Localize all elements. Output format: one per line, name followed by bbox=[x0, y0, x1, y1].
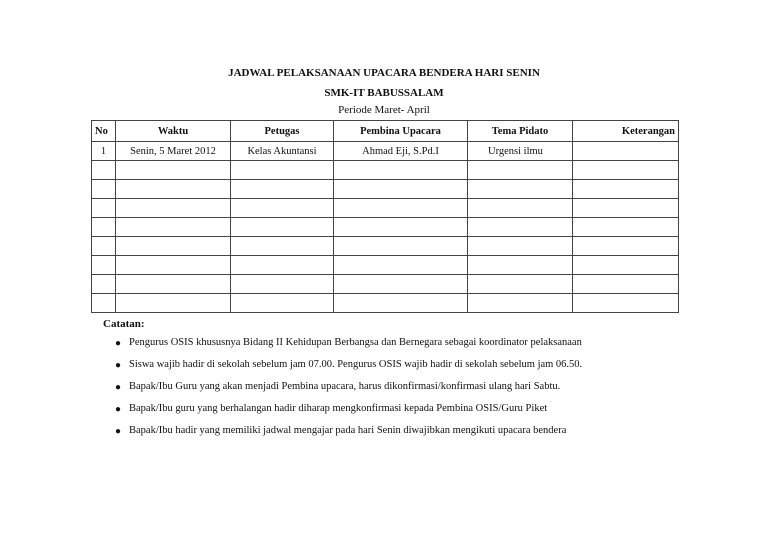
cell-pembina: Ahmad Eji, S.Pd.I bbox=[334, 142, 468, 161]
cell-tema bbox=[468, 199, 573, 218]
cell-no bbox=[92, 199, 116, 218]
cell-waktu: Senin, 5 Maret 2012 bbox=[116, 142, 231, 161]
cell-keterangan bbox=[573, 294, 679, 313]
document-title: JADWAL PELAKSANAAN UPACARA BENDERA HARI SENIN bbox=[228, 67, 540, 79]
cell-no: 1 bbox=[92, 142, 116, 161]
cell-petugas bbox=[231, 256, 334, 275]
cell-keterangan bbox=[573, 218, 679, 237]
cell-no bbox=[92, 218, 116, 237]
list-item bbox=[115, 402, 675, 424]
cell-keterangan bbox=[573, 142, 679, 161]
table-row bbox=[92, 142, 679, 161]
bullet-icon: ● bbox=[115, 426, 122, 437]
cell-no bbox=[92, 180, 116, 199]
bullet-icon: ● bbox=[115, 338, 122, 349]
cell-waktu bbox=[116, 199, 231, 218]
column-header-waktu: Waktu bbox=[116, 121, 231, 142]
cell-petugas bbox=[231, 199, 334, 218]
cell-pembina bbox=[334, 294, 468, 313]
table-row bbox=[92, 294, 679, 313]
cell-petugas bbox=[231, 237, 334, 256]
cell-petugas bbox=[231, 294, 334, 313]
bullet-icon: ● bbox=[115, 360, 122, 371]
bullet-icon: ● bbox=[115, 404, 122, 415]
cell-tema: Urgensi ilmu bbox=[468, 142, 573, 161]
cell-no bbox=[92, 237, 116, 256]
cell-tema bbox=[468, 294, 573, 313]
table-row bbox=[92, 256, 679, 275]
column-header-pembina: Pembina Upacara bbox=[334, 121, 468, 142]
cell-waktu bbox=[116, 161, 231, 180]
bullet-icon: ● bbox=[115, 382, 122, 393]
table-row bbox=[92, 275, 679, 294]
cell-pembina bbox=[334, 218, 468, 237]
period-label: Periode Maret- April bbox=[338, 104, 430, 116]
cell-keterangan bbox=[573, 199, 679, 218]
cell-no bbox=[92, 294, 116, 313]
note-text: Bapak/Ibu hadir yang memiliki jadwal mengajar pada hari Senin diwajibkan mengikuti upacara bendera bbox=[129, 425, 567, 436]
note-text: Bapak/Ibu guru yang berhalangan hadir diharap mengkonfirmasi kepada Pembina OSIS/Guru Piket bbox=[129, 403, 548, 414]
column-header-tema: Tema Pidato bbox=[468, 121, 573, 142]
cell-petugas bbox=[231, 161, 334, 180]
notes-label: Catatan: bbox=[103, 318, 145, 330]
note-text: Bapak/Ibu Guru yang akan menjadi Pembina upacara, harus dikonfirmasi/konfirmasi ulang hari Sabtu. bbox=[129, 381, 561, 392]
cell-pembina bbox=[334, 237, 468, 256]
cell-waktu bbox=[116, 294, 231, 313]
notes-list bbox=[115, 336, 675, 446]
notes-section bbox=[103, 318, 145, 330]
cell-keterangan bbox=[573, 237, 679, 256]
cell-tema bbox=[468, 180, 573, 199]
cell-tema bbox=[468, 256, 573, 275]
cell-petugas bbox=[231, 218, 334, 237]
cell-waktu bbox=[116, 180, 231, 199]
cell-keterangan bbox=[573, 161, 679, 180]
note-text: Pengurus OSIS khususnya Bidang II Kehidupan Berbangsa dan Bernegara sebagai koordinator pelaksanaan bbox=[129, 337, 582, 348]
cell-keterangan bbox=[573, 275, 679, 294]
cell-tema bbox=[468, 237, 573, 256]
list-item bbox=[115, 358, 675, 380]
cell-no bbox=[92, 161, 116, 180]
note-text: Siswa wajib hadir di sekolah sebelum jam 07.00. Pengurus OSIS wajib hadir di sekolah sebelum jam 06.50. bbox=[129, 359, 583, 370]
list-item bbox=[115, 336, 675, 358]
cell-petugas: Kelas Akuntansi bbox=[231, 142, 334, 161]
schedule-table bbox=[91, 120, 679, 313]
cell-pembina bbox=[334, 199, 468, 218]
cell-waktu bbox=[116, 237, 231, 256]
cell-pembina bbox=[334, 180, 468, 199]
cell-tema bbox=[468, 161, 573, 180]
cell-no bbox=[92, 275, 116, 294]
column-header-keterangan: Keterangan bbox=[573, 121, 679, 142]
school-name: SMK-IT BABUSSALAM bbox=[324, 87, 444, 99]
table-row bbox=[92, 237, 679, 256]
table-header-row bbox=[92, 121, 679, 142]
cell-keterangan bbox=[573, 180, 679, 199]
cell-waktu bbox=[116, 275, 231, 294]
column-header-no: No bbox=[92, 121, 116, 142]
cell-pembina bbox=[334, 161, 468, 180]
cell-pembina bbox=[334, 256, 468, 275]
cell-tema bbox=[468, 275, 573, 294]
list-item bbox=[115, 380, 675, 402]
cell-pembina bbox=[334, 275, 468, 294]
cell-no bbox=[92, 256, 116, 275]
list-item bbox=[115, 424, 675, 446]
cell-petugas bbox=[231, 180, 334, 199]
cell-keterangan bbox=[573, 256, 679, 275]
column-header-petugas: Petugas bbox=[231, 121, 334, 142]
cell-tema bbox=[468, 218, 573, 237]
cell-waktu bbox=[116, 218, 231, 237]
cell-waktu bbox=[116, 256, 231, 275]
table-row bbox=[92, 161, 679, 180]
table-row bbox=[92, 180, 679, 199]
table-row bbox=[92, 199, 679, 218]
cell-petugas bbox=[231, 275, 334, 294]
table-row bbox=[92, 218, 679, 237]
